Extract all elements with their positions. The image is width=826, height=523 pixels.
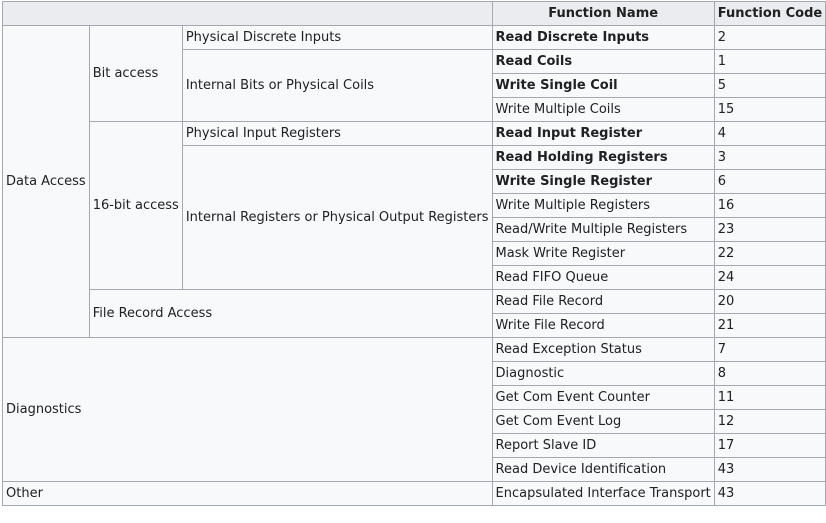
function-name-cell: Diagnostic — [492, 362, 714, 386]
function-name-cell: Write Single Register — [492, 170, 714, 194]
function-code-cell: 21 — [714, 314, 825, 338]
function-code-cell: 12 — [714, 410, 825, 434]
function-name-cell: Read Coils — [492, 50, 714, 74]
function-name-cell: Write Multiple Coils — [492, 98, 714, 122]
function-code-cell: 8 — [714, 362, 825, 386]
group-internal-bits-coils: Internal Bits or Physical Coils — [182, 50, 492, 122]
function-code-cell: 23 — [714, 218, 825, 242]
function-code-cell: 5 — [714, 74, 825, 98]
header-function-code: Function Code — [714, 2, 825, 26]
function-code-cell: 24 — [714, 266, 825, 290]
function-name-cell: Get Com Event Log — [492, 410, 714, 434]
function-code-cell: 20 — [714, 290, 825, 314]
function-code-cell: 16 — [714, 194, 825, 218]
header-row — [3, 2, 826, 26]
header-function-name: Function Name — [492, 2, 714, 26]
function-name-cell: Read/Write Multiple Registers — [492, 218, 714, 242]
function-name-cell: Read FIFO Queue — [492, 266, 714, 290]
function-code-cell: 2 — [714, 26, 825, 50]
function-code-cell: 17 — [714, 434, 825, 458]
function-name-cell: Read Input Register — [492, 122, 714, 146]
function-name-cell: Write Single Coil — [492, 74, 714, 98]
function-code-cell: 22 — [714, 242, 825, 266]
function-code-cell: 43 — [714, 458, 825, 482]
table-row — [3, 122, 826, 146]
function-code-cell: 4 — [714, 122, 825, 146]
group-bit-access: Bit access — [89, 26, 182, 122]
function-name-cell: Read Device Identification — [492, 458, 714, 482]
function-name-cell: Write Multiple Registers — [492, 194, 714, 218]
function-name-cell: Get Com Event Counter — [492, 386, 714, 410]
function-code-cell: 3 — [714, 146, 825, 170]
group-internal-output-registers: Internal Registers or Physical Output Registers — [182, 146, 492, 290]
function-name-cell: Read Exception Status — [492, 338, 714, 362]
table-row — [3, 482, 826, 506]
group-other: Other — [3, 482, 493, 506]
function-code-cell: 15 — [714, 98, 825, 122]
function-code-cell: 7 — [714, 338, 825, 362]
group-16-bit-access: 16-bit access — [89, 122, 182, 290]
function-name-cell: Read Discrete Inputs — [492, 26, 714, 50]
function-code-cell: 11 — [714, 386, 825, 410]
header-corner — [3, 2, 493, 26]
function-name-cell: Mask Write Register — [492, 242, 714, 266]
function-name-cell: Read File Record — [492, 290, 714, 314]
group-physical-discrete-inputs: Physical Discrete Inputs — [182, 26, 492, 50]
function-code-cell: 1 — [714, 50, 825, 74]
group-physical-input-registers: Physical Input Registers — [182, 122, 492, 146]
function-name-cell: Encapsulated Interface Transport — [492, 482, 714, 506]
function-code-cell: 43 — [714, 482, 825, 506]
table-row — [3, 26, 826, 50]
group-diagnostics: Diagnostics — [3, 338, 493, 482]
function-code-table — [2, 1, 826, 506]
group-file-record-access: File Record Access — [89, 290, 492, 338]
function-name-cell: Write File Record — [492, 314, 714, 338]
function-name-cell: Read Holding Registers — [492, 146, 714, 170]
table-row — [3, 290, 826, 314]
table-row — [3, 338, 826, 362]
function-code-cell: 6 — [714, 170, 825, 194]
group-data-access: Data Access — [3, 26, 90, 338]
function-name-cell: Report Slave ID — [492, 434, 714, 458]
